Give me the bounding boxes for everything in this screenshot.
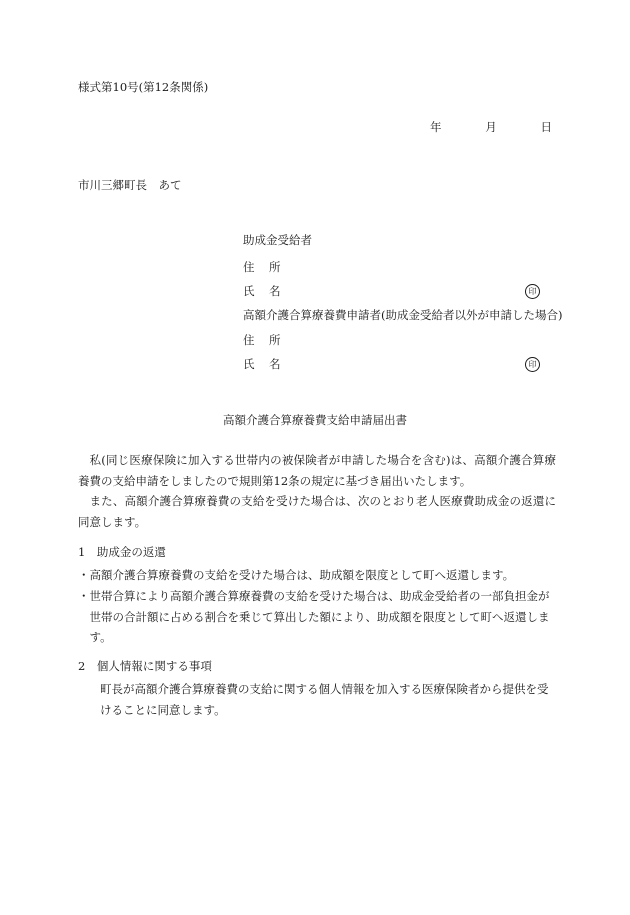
date-month-label: 月	[485, 120, 497, 134]
recipient-address-label: 住 所	[243, 260, 281, 274]
applicant-name-label: 氏 名	[243, 357, 281, 371]
recipient-name-label: 氏 名	[243, 284, 281, 298]
bullet-mark: ・	[78, 568, 90, 582]
section-2-body	[78, 679, 556, 720]
bullet-mark: ・	[78, 589, 90, 603]
section-1-item-1-text: 高額介護合算療養費の支給を受けた場合は、助成額を限度として町へ返還します。	[89, 568, 515, 582]
applicant-heading: 高額介護合算療養費申請者(助成金受給者以外が申請した場合)	[243, 308, 563, 322]
applicant-seal-mark: 印	[525, 357, 540, 372]
date-line	[430, 122, 552, 134]
recipient-seal-mark: 印	[525, 284, 540, 299]
date-day-label: 日	[540, 120, 552, 134]
body-paragraph-2: また、高額介護合算療養費の支給を受けた場合は、次のとおり老人医療費助成金の返還に同意します。	[78, 494, 556, 529]
section-2-body-text: 町長が高額介護合算療養費の支給に関する個人情報を加入する医療保険者から提供を受けることに同意します。	[100, 682, 549, 717]
date-year-label: 年	[430, 120, 442, 134]
body-paragraph-1: 私(同じ医療保険に加入する世帯内の被保険者が申請した場合を含む)は、高額介護合算療養費の支給申請をしましたので規則第12条の規定に基づき届出いたします。	[78, 453, 556, 488]
section-1-item-1	[78, 565, 556, 586]
recipient-heading: 助成金受給者	[243, 233, 312, 247]
applicant-address-label: 住 所	[243, 333, 281, 347]
section-1-item-2	[78, 586, 556, 648]
form-number: 様式第10号(第12条関係)	[78, 80, 209, 94]
section-2-heading: 2 個人情報に関する事項	[78, 659, 212, 673]
section-1-heading: 1 助成金の返還	[78, 545, 166, 559]
document-title: 高額介護合算療養費支給申請届出書	[223, 413, 407, 427]
section-1-item-2-text: 世帯合算により高額介護合算療養費の支給を受けた場合は、助成金受給者の一部負担金が世帯の合計額に占める割合を乗じて算出した額により、助成額を限度として町へ返還します。	[89, 589, 550, 644]
addressee: 市川三郷町長 あて	[78, 178, 182, 192]
